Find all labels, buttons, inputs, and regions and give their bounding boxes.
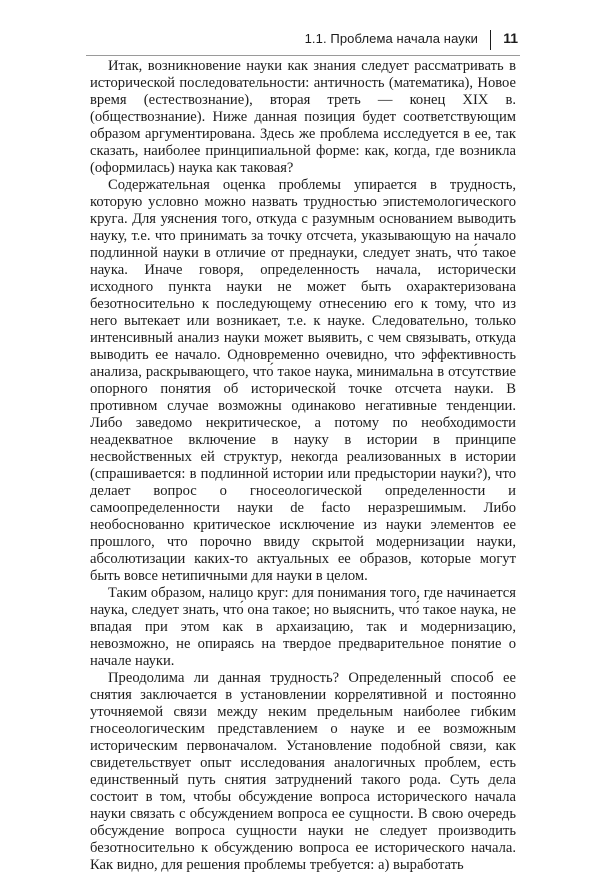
paragraph-3: Таким образом, налицо круг: для понимания того, где начинается наука, следует знать, что́ она такое; но выяснить, что́ такое наука, не впадая при этом как в архаизацию, так и модернизацию, невозможно, не опираясь на твердое предварительное понятие о начале науки. — [90, 585, 516, 669]
body-text — [90, 58, 516, 874]
paragraph-4: Преодолима ли данная трудность? Определенный способ ее снятия заключается в установлении коррелятивной и постоянно уточняемой связи между неким предельным наиболее гибким гносеологическим представлением о науке и ее возможным историческим первоначалом. Установление подобной связи, как свидетельствует опыт исследования аналогичных проблем, есть единственный путь снятия затруднений такого рода. Суть дела состоит в том, чтобы обсуждение вопроса исторического начала науки связать с обсуждением вопроса ее сущности. В свою очередь обсуждение вопроса сущности науки не следует производить безотносительно к обсуждению вопроса ее исторического начала. Как видно, для решения проблемы требуется: а) выработать — [90, 670, 516, 873]
running-header-section-title: 1.1. Проблема начала науки — [304, 31, 478, 46]
running-header — [0, 22, 600, 52]
paragraph-1: Итак, возникновение науки как знания следует рассматривать в исторической последовательности: античность (математика), Новое время (естествознание), вторая треть — конец XIX в. (обществознание). Ниже данная позиция будет соответствующим образом аргументирована. Здесь же проблема исследуется в ее, так сказать, наиболее принципиальной форме: как, когда, где возникла (оформилась) наука как таковая? — [90, 58, 516, 176]
header-rule-line — [86, 55, 520, 56]
header-divider — [490, 30, 491, 50]
paragraph-2: Содержательная оценка проблемы упирается в трудность, которую условно можно назвать трудностью эпистемологического круга. Для уяснения того, откуда с разумным основанием выводить науку, т.е. что принимать за точку отсчета, указывающую на начало подлинной науки в отличие от преднауки, следует знать, что́ такое наука. Иначе говоря, определенность начала, исторически исходного пункта науки не может быть охарактеризована безотносительно к последующему отнесению его к тому, что из него вытекает или возникает, т.е. к науке. Следовательно, только интенсивный анализ науки может выявить, с чем связывать, откуда выводить ее начало. Одновременно очевидно, что эффективность анализа, раскрывающего, что́ такое наука, минимальна в отсутствие опорного понятия об исторической точке отсчета науки. В противном случае возможны одинаково негативные тенденции. Либо заведомо некритическое, а потому по необходимости неадекватное включение в науку в истории в принципе несвойственных ей структур, некогда реализованных в истории (спрашивается: в подлинной истории или предыстории науки?), что делает вопрос о гносеологической определенности и самоопределенности науки de facto неразрешимым. Либо необоснованно критическое исключение из науки элементов ее прошлого, что порочно ввиду скрытой модернизации науки, абсолютизации каких-то актуальных ее образов, которые могут быть вовсе нетипичными для науки в целом. — [90, 177, 516, 584]
page-number: 11 — [503, 30, 518, 46]
